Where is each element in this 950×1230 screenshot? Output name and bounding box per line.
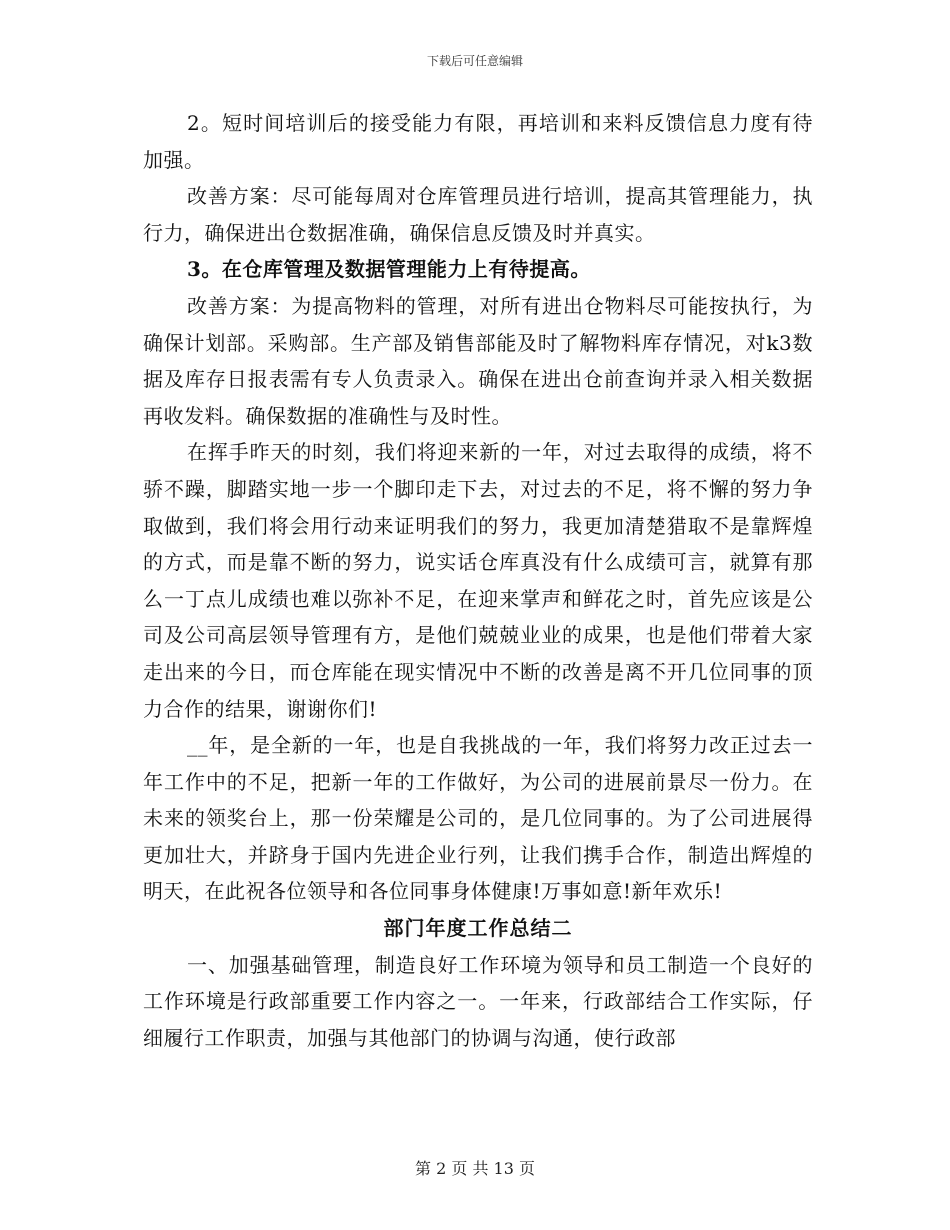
paragraph-data-improvement: 改善方案：为提高物料的管理，对所有进出仓物料尽可能按执行，为确保计划部。采购部。生产部及销售部能及时了解物料库存情况，对k3数据及库存日报表需有专人负责录入。确保在进出仓前查询并录入相关数据再收发料。确保数据的准确性与及时性。 <box>143 293 813 428</box>
section-title: 部门年度工作总结二 <box>383 916 573 941</box>
paragraph-training-issue: 2。短时间培训后的接受能力有限，再培训和来料反馈信息力度有待加强。 <box>143 111 813 172</box>
page-header-note: 下载后可任意编辑 <box>426 54 523 68</box>
subheading-data-management: 3。在仓库管理及数据管理能力上有待提高。 <box>187 257 591 282</box>
paragraph-reflection: 在挥手昨天的时刻，我们将迎来新的一年，对过去取得的成绩，将不骄不躁，脚踏实地一步一个脚印走下去，对过去的不足，将不懈的努力争取做到，我们将会用行动来证明我们的努力，我更加清楚猎取不是靠辉煌的方式，而是靠不断的努力，说实话仓库真没有什么成绩可言，就算有那么一丁点儿成绩也难以弥补不足，在迎来掌声和鲜花之时，首先应该是公司及公司高层领导管理有方，是他们兢兢业业的成果，也是他们带着大家走出来的今日，而仓库能在现实情况中不断的改善是离不开几位同事的顶力合作的结果，谢谢你们! <box>143 440 813 721</box>
document-body <box>143 105 813 1056</box>
paragraph-training-improvement: 改善方案：尽可能每周对仓库管理员进行培训，提高其管理能力，执行力，确保进出仓数据准确，确保信息反馈及时并真实。 <box>143 184 813 245</box>
paragraph-new-year: __年，是全新的一年，也是自我挑战的一年，我们将努力改正过去一年工作中的不足，把新一年的工作做好，为公司的进展前景尽一份力。在未来的领奖台上，那一份荣耀是公司的，是几位同事的。为了公司进展得更加壮大，并跻身于国内先进企业行列，让我们携手合作，制造出辉煌的明天，在此祝各位领导和各位同事身体健康!万事如意!新年欢乐! <box>143 733 813 904</box>
paragraph-section-two: 一、加强基础管理，制造良好工作环境为领导和员工制造一个良好的工作环境是行政部重要工作内容之一。一年来，行政部结合工作实际，仔细履行工作职责，加强与其他部门的协调与沟通，使行政部 <box>143 952 813 1050</box>
page-number: 第 2 页 共 13 页 <box>415 1159 535 1178</box>
